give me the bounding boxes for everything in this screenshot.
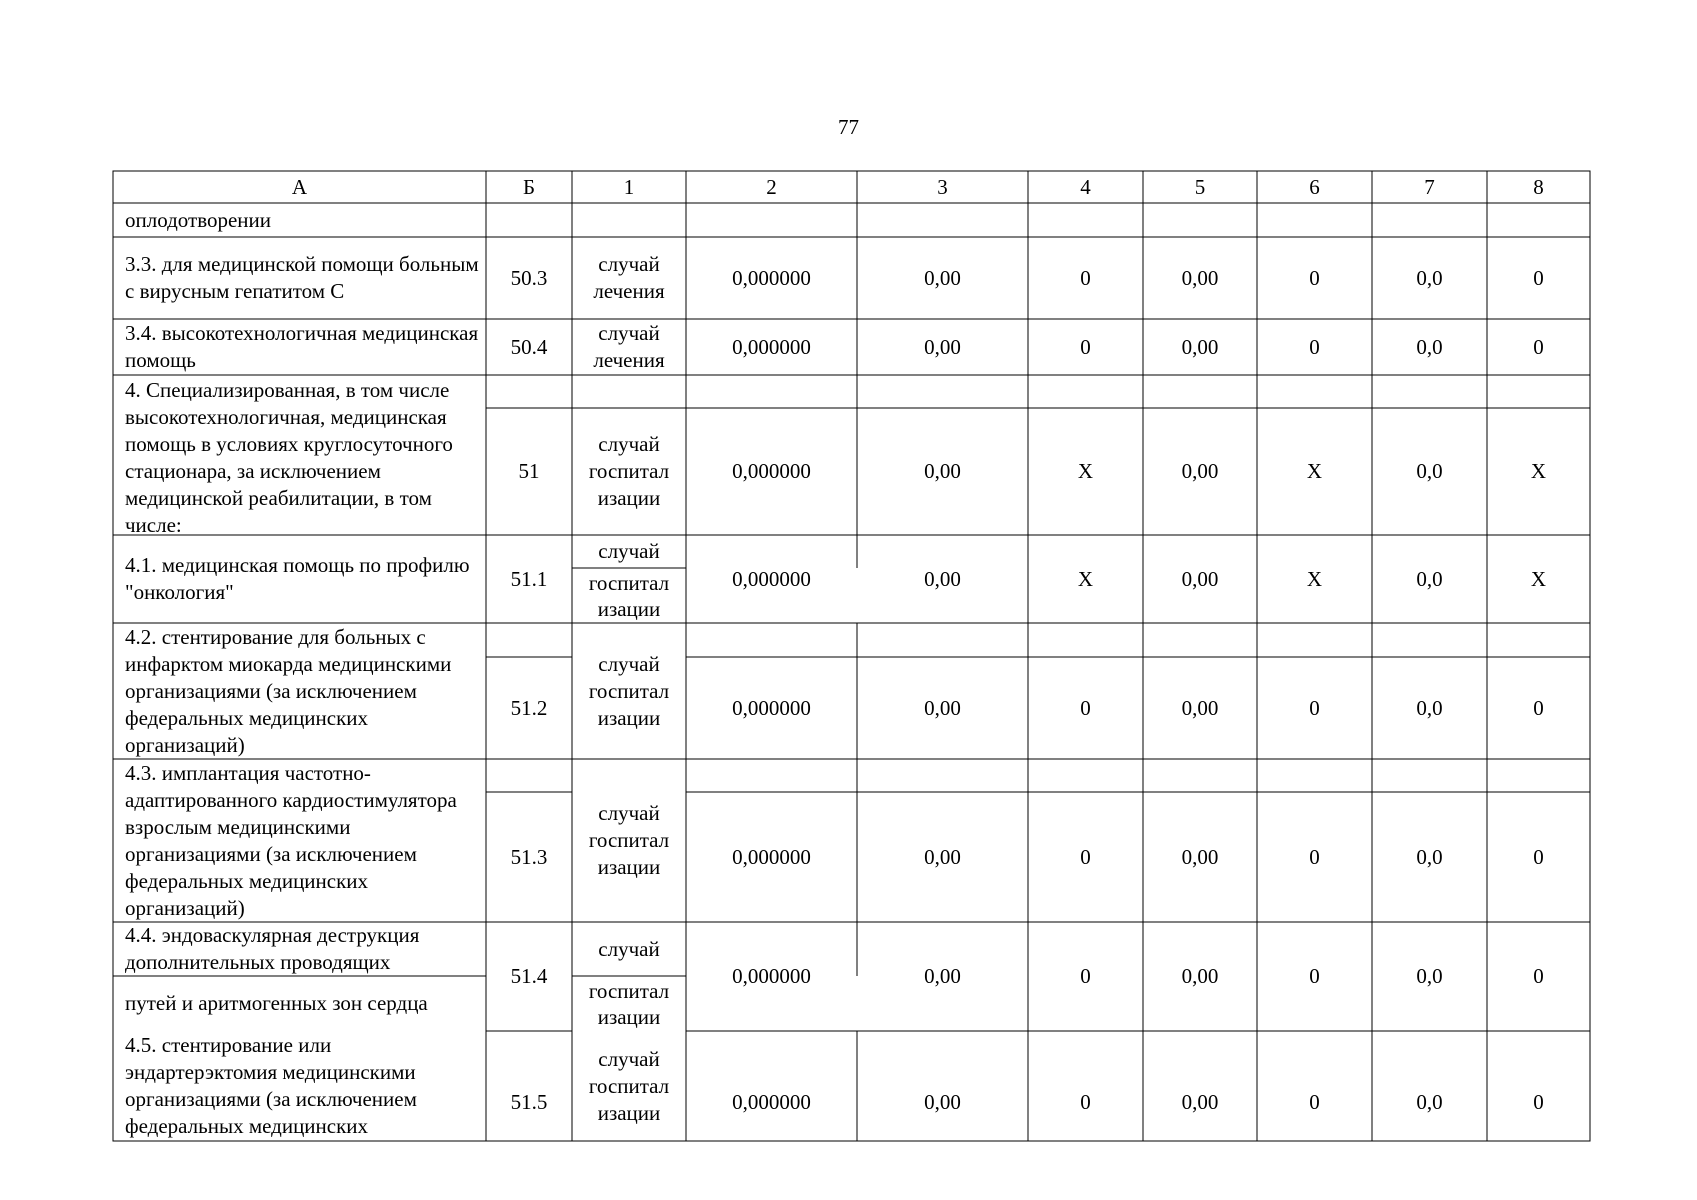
value-cell: 0 [1080, 265, 1091, 290]
header-cell-3: 3 [937, 174, 948, 199]
header-cell-4: 4 [1080, 174, 1091, 199]
value-cell: 0,00 [924, 566, 961, 591]
unit-line: изации [597, 1100, 661, 1125]
unit-cell [572, 408, 686, 535]
unit-line: случай [598, 252, 660, 276]
row-label-cell: 4.3. имплантация частотно-адаптированного кардиостимулятора взрослым медицинскими организациями (за исключением федеральных медицинских организаций) [125, 760, 457, 920]
value-cell: 0,00 [924, 459, 961, 483]
value-cell: 0 [1309, 265, 1320, 290]
value-cell: 0,0 [1416, 334, 1443, 359]
unit-line: изации [597, 596, 661, 621]
value-cell: 0,0 [1416, 459, 1443, 483]
value-cell: 0 [1533, 265, 1544, 290]
header-cell-a: А [291, 174, 308, 199]
unit-line: госпитал [588, 828, 670, 852]
value-cell: 0,00 [1181, 265, 1219, 290]
value-cell: 0 [1080, 964, 1091, 988]
value-cell: Х [1077, 459, 1094, 483]
value-cell: Х [1306, 459, 1323, 483]
unit-cell-top [572, 922, 686, 976]
unit-line: изации [597, 486, 661, 510]
unit-line: госпитал [588, 678, 670, 703]
unit-cell [572, 759, 686, 922]
value-cell: 0,00 [1181, 334, 1219, 359]
row-label-cell: оплодотворении [125, 207, 272, 232]
unit-line: госпитал [588, 570, 670, 595]
value-cell: 0,00 [924, 334, 961, 359]
value-cell: Х [1077, 566, 1094, 591]
data-table [113, 171, 1590, 1141]
value-cell: 0,0 [1416, 566, 1443, 591]
value-cell: 0 [1533, 695, 1544, 720]
value-cell: 0,000000 [732, 265, 811, 290]
value-cell: Х [1530, 566, 1547, 591]
value-cell: 0 [1309, 964, 1320, 988]
value-cell: 0,000000 [732, 844, 811, 869]
header-cell-7: 7 [1424, 174, 1435, 199]
unit-line: случай [598, 936, 660, 961]
value-cell: 0,00 [1181, 459, 1219, 483]
value-cell: 0,00 [924, 1090, 961, 1114]
unit-cell [572, 319, 686, 375]
value-cell: Х [1530, 459, 1547, 483]
value-cell: 0 [1080, 695, 1091, 720]
value-cell: 0,000000 [732, 964, 811, 988]
row-label-cell: 3.4. высокотехнологичная медицинская помощь [125, 321, 479, 372]
row-label-cell: 4. Специализированная, в том числе высокотехнологичная, медицинская помощь в условиях круглосуточного стационара, за исключением медицинской реабилитации, в том числе: [125, 378, 453, 537]
value-cell: 0,0 [1416, 265, 1443, 290]
unit-line: лечения [593, 279, 665, 303]
value-cell: 0,00 [924, 265, 961, 290]
unit-line: госпитал [588, 1073, 670, 1098]
unit-line: изации [597, 705, 661, 730]
unit-cell-top [572, 535, 686, 568]
value-cell: Х [1306, 566, 1323, 591]
row-code-cell: 51.4 [510, 964, 548, 988]
row-label-cell-top: 4.4. эндоваскулярная деструкция дополнительных проводящих [125, 923, 420, 974]
value-cell: 0,00 [924, 964, 961, 988]
value-cell: 0,000000 [732, 334, 811, 359]
header-cell-5: 5 [1194, 174, 1206, 199]
value-cell: 0,000000 [732, 1090, 811, 1114]
unit-line: лечения [593, 348, 665, 372]
value-cell: 0,00 [1181, 695, 1219, 720]
value-cell: 0,00 [924, 695, 961, 720]
header-cell-6: 6 [1309, 174, 1320, 199]
header-cell-8: 8 [1533, 174, 1544, 199]
value-cell: 0,00 [924, 844, 961, 869]
row-code-cell: 51.1 [510, 566, 548, 591]
value-cell: 0 [1533, 1090, 1544, 1114]
value-cell: 0 [1080, 1090, 1091, 1114]
unit-line: госпитал [588, 459, 670, 483]
row-code-cell: 51.3 [510, 844, 548, 869]
row-label-cell: 4.5. стентирование или эндартерэктомия медицинскими организациями (за исключением федеральных медицинских [125, 1033, 417, 1138]
unit-line: случай [598, 321, 660, 345]
row-code-cell: 51.2 [510, 695, 548, 720]
row-code-cell: 51.5 [510, 1090, 548, 1114]
unit-line: случай [598, 1046, 660, 1071]
row-code-cell: 50.4 [510, 334, 548, 359]
row-label-cell: 4.1. медицинская помощь по профилю "онкология" [125, 553, 470, 604]
unit-cell [572, 1031, 686, 1141]
header-cell-1: 1 [623, 174, 635, 199]
value-cell: 0,00 [1181, 1090, 1219, 1114]
value-cell: 0 [1533, 334, 1544, 359]
unit-cell [572, 623, 686, 759]
row-label-cell: 3.3. для медицинской помощи больным с вирусным гепатитом С [125, 252, 479, 303]
value-cell: 0,0 [1416, 844, 1443, 869]
row-label-cell-bottom: путей и аритмогенных зон сердца [125, 991, 428, 1015]
value-cell: 0,000000 [732, 459, 811, 483]
value-cell: 0 [1080, 334, 1091, 359]
value-cell: 0 [1533, 964, 1544, 988]
value-cell: 0 [1309, 844, 1320, 869]
unit-line: случай [598, 801, 660, 825]
value-cell: 0,000000 [732, 566, 811, 591]
row-label-cell: 4.2. стентирование для больных с инфарктом миокарда медицинскими организациями (за исключением федеральных медицинских организаций) [125, 624, 452, 757]
page-number: 77 [838, 115, 859, 139]
value-cell: 0 [1309, 695, 1320, 720]
value-cell: 0,00 [1181, 566, 1219, 591]
unit-cell-bottom [572, 568, 686, 623]
unit-cell-bottom [572, 976, 686, 1031]
unit-line: случай [598, 539, 660, 563]
value-cell: 0,000000 [732, 695, 811, 720]
unit-cell [572, 237, 686, 319]
unit-line: госпитал [588, 978, 670, 1003]
value-cell: 0,0 [1416, 1090, 1443, 1114]
row-code-cell: 50.3 [510, 265, 548, 290]
value-cell: 0 [1080, 844, 1091, 869]
header-cell-2: 2 [766, 174, 777, 199]
value-cell: 0,0 [1416, 964, 1443, 988]
unit-line: изации [597, 1004, 661, 1029]
header-cell-b: Б [522, 174, 536, 199]
unit-line: случай [598, 432, 660, 456]
value-cell: 0 [1309, 334, 1320, 359]
value-cell: 0,00 [1181, 844, 1219, 869]
value-cell: 0,0 [1416, 695, 1443, 720]
row-code-cell: 51 [518, 459, 540, 483]
value-cell: 0 [1309, 1090, 1320, 1114]
unit-line: изации [597, 855, 661, 879]
value-cell: 0,00 [1181, 964, 1219, 988]
unit-line: случай [598, 651, 660, 676]
value-cell: 0 [1533, 844, 1544, 869]
